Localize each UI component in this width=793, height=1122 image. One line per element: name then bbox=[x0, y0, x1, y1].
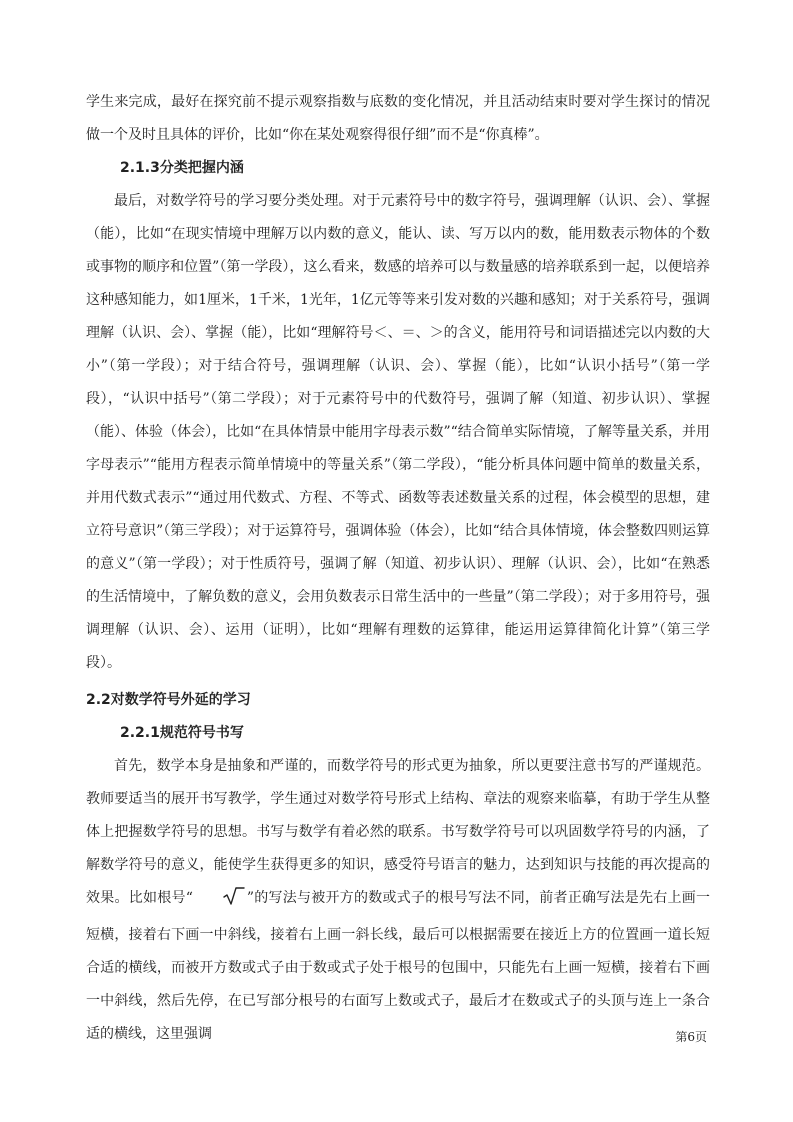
paragraph-symbol-writing bbox=[86, 750, 710, 1051]
heading-2-1-3: 2.1.3分类把握内涵 bbox=[120, 160, 244, 176]
paragraph-continuation: 学生来完成，最好在探究前不提示观察指数与底数的变化情况，并且活动结束时要对学生探讨的情况做一个及时且具体的评价，比如“你在某处观察得很仔细”而不是“你真棒”。 bbox=[86, 94, 710, 143]
document-page bbox=[86, 86, 710, 1051]
paragraph-classification: 最后，对数学符号的学习要分类处理。对于元素符号中的数字符号，强调理解（认识、会）、掌握（能），比如“在现实情境中理解万以内数的意义，能认、读、写万以内的数，能用数表示物体的个数或事物的顺序和位置”（第一学段），这么看来，数感的培养可以与数量感的培养联系到一起，以便培养这种感知能力，如1厘米，1千米，1光年，1亿元等等来引发对数的兴趣和感知；对于关系符号，强调理解（认识、会）、掌握（能），比如“理解符号＜、＝、＞的含义，能用符号和词语描述完以内数的大小”（第一学段）；对于结合符号，强调理解（认识、会）、掌握（能），比如“认识小括号”（第一学段），“认识中括号”（第二学段）；对于元素符号中的代数符号，强调了解（知道、初步认识）、掌握（能）、体验（体会），比如“在具体情景中能用字母表示数”“结合简单实际情境，了解等量关系，并用字母表示”“能用方程表示简单情境中的等量关系”（第二学段），“能分析具体问题中简单的数量关系，并用代数式表示”“通过用代数式、方程、不等式、函数等表述数量关系的过程，体会模型的思想，建立符号意识”（第三学段）；对于运算符号，强调体验（体会），比如“结合具体情境，体会整数四则运算的意义”（第一学段）；对于性质符号，强调了解（知道、初步认识）、理解（认识、会），比如“在熟悉的生活情境中，了解负数的意义，会用负数表示日常生活中的一些量”（第二学段）；对于多用符号，强调理解（认识、会）、运用（证明），比如“理解有理数的运算律，能运用运算律简化计算”（第三学段）。 bbox=[86, 193, 710, 671]
square-root-icon bbox=[195, 886, 245, 919]
heading-2-2: 2.2对数学符号外延的学习 bbox=[86, 692, 251, 708]
paragraph-text-before-sqrt: 首先，数学本身是抽象和严谨的，而数学符号的形式更为抽象，所以更要注意书写的严谨规范。教师要适当的展开书写教学，学生通过对数学符号形式上结构、章法的观察来临摹，有助于学生从整体上把握数学符号的思想。书写与数学有着必然的联系。书写数学符号可以巩固数学符号的内涵，了解数学符号的意义，能使学生获得更多的知识，感受符号语言的魅力，达到知识与技能的再次提高的效果。比如根号“ bbox=[86, 758, 710, 906]
paragraph-text-after-sqrt: ”的写法与被开方的数或式子的根号写法不同，前者正确写法是先右上画一短横，接着右下画一中斜线，接着右上画一斜长线，最后可以根据需要在接近上方的位置画一道长短合适的横线，而被开方数或式子由于数或式子处于根号的包围中，只能先右上画一短横，接着右下画一中斜线，然后先停，在已写部分根号的右面写上数或式子，最后才在数或式子的头顶与连上一条合适的横线，这里强调 bbox=[86, 890, 710, 1042]
page-number: 第6页 bbox=[675, 1030, 707, 1044]
heading-2-2-1: 2.2.1规范符号书写 bbox=[120, 725, 244, 741]
